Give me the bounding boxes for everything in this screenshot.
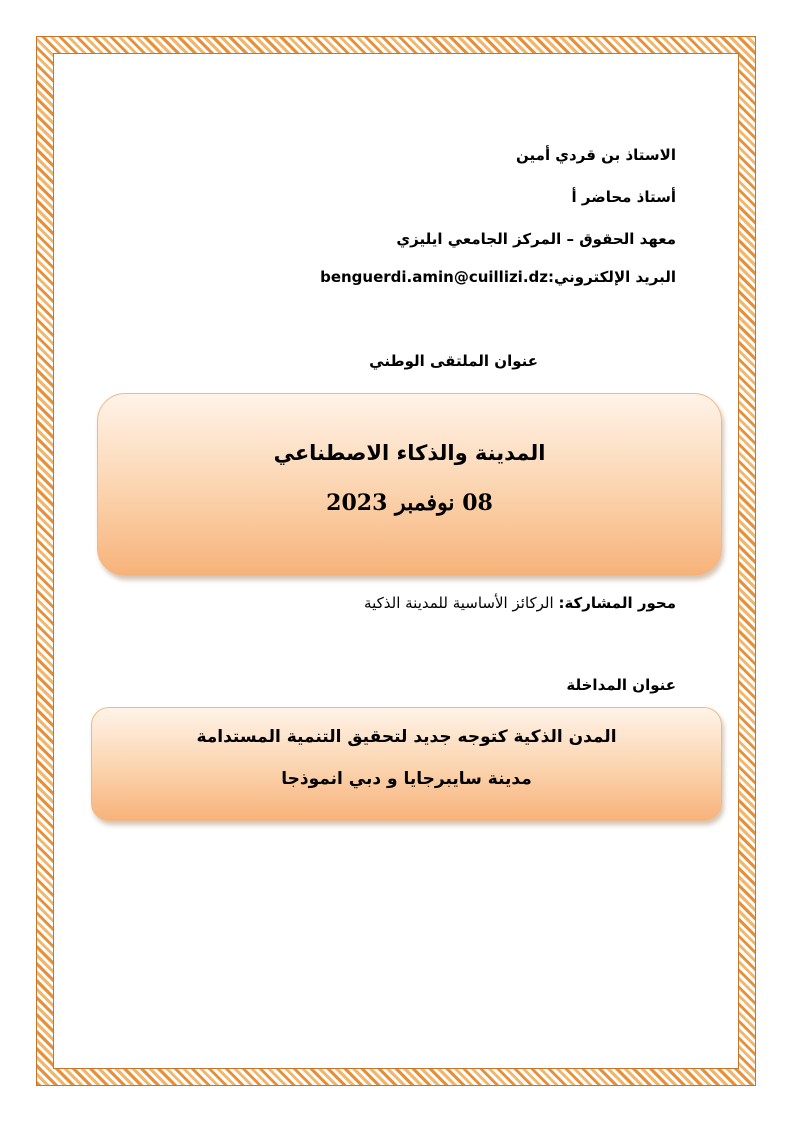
participation-axis <box>364 594 676 612</box>
intervention-subtitle: مدينة سايبرجايا و دبي انموذجا <box>281 769 532 789</box>
conference-box <box>97 393 722 576</box>
intervention-title: المدن الذكية كتوجه جديد لتحقيق التنمية المستدامة <box>196 727 617 747</box>
email-address[interactable]: benguerdi.amin@cuillizi.dz <box>320 268 548 286</box>
conference-date: 08 نوفمبر 2023 <box>326 490 493 516</box>
author-email-line <box>320 268 676 286</box>
author-name: الاستاذ بن قردي أمين <box>516 146 676 164</box>
conference-heading: عنوان الملتقى الوطني <box>369 352 538 370</box>
axis-label: محور المشاركة: <box>558 594 676 612</box>
intervention-box <box>91 707 722 821</box>
email-label: البريد الإلكتروني: <box>548 268 676 286</box>
intervention-heading: عنوان المداخلة <box>566 676 676 694</box>
author-rank: أستاذ محاضر أ <box>571 188 676 206</box>
author-affiliation: معهد الحقوق – المركز الجامعي ايليزي <box>396 230 676 248</box>
conference-title: المدينة والذكاء الاصطناعي <box>273 441 546 465</box>
axis-value: الركائز الأساسية للمدينة الذكية <box>364 594 559 612</box>
